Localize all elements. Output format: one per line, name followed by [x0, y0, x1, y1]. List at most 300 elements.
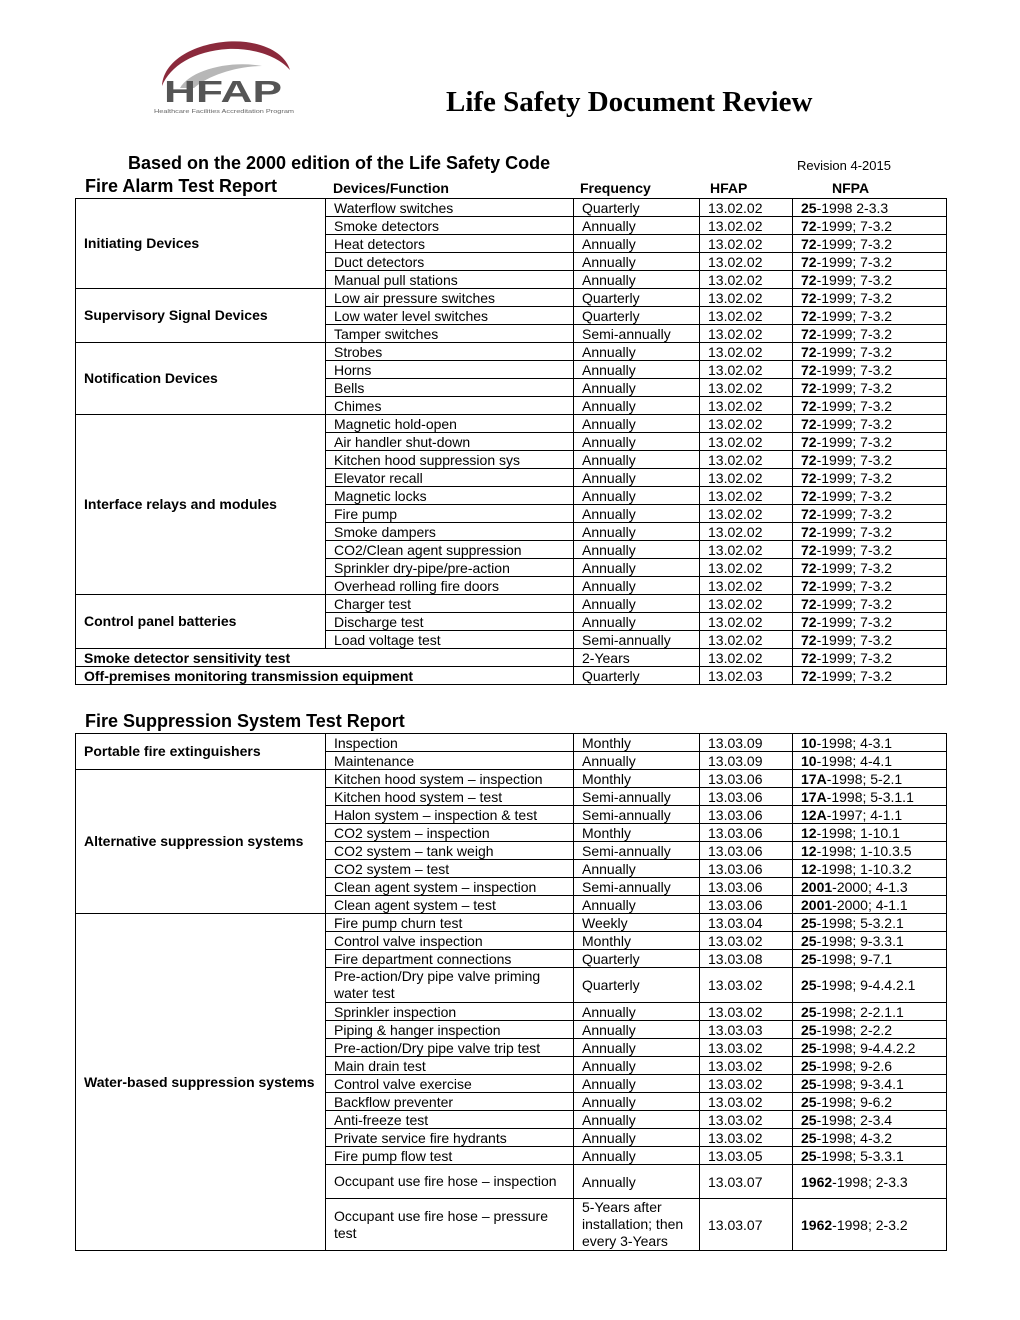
hfap-standard: 13.03.06 — [700, 878, 793, 896]
frequency: Annually — [574, 1039, 700, 1057]
device-function: Kitchen hood suppression sys — [326, 451, 574, 469]
hfap-standard: 13.02.02 — [700, 361, 793, 379]
nfpa-reference — [793, 217, 947, 235]
device-function: Private service fire hydrants — [326, 1129, 574, 1147]
nfpa-code: 25 — [801, 1111, 817, 1128]
hfap-standard: 13.03.07 — [700, 1199, 793, 1251]
hfap-standard: 13.02.02 — [700, 343, 793, 361]
column-header-devices: Devices/Function — [333, 180, 449, 196]
nfpa-reference — [793, 734, 947, 752]
device-function: Piping & hanger inspection — [326, 1021, 574, 1039]
frequency: Annually — [574, 595, 700, 613]
nfpa-edition-section: -1999; 7-3.2 — [816, 271, 893, 288]
nfpa-code: 72 — [801, 613, 817, 630]
nfpa-code: 25 — [801, 1003, 817, 1020]
nfpa-code: 25 — [801, 199, 817, 216]
nfpa-reference — [793, 788, 947, 806]
nfpa-code: 1962 — [801, 1216, 833, 1233]
device-function: Tamper switches — [326, 325, 574, 343]
device-function: Magnetic hold-open — [326, 415, 574, 433]
device-function: Overhead rolling fire doors — [326, 577, 574, 595]
nfpa-edition-section: -1999; 7-3.2 — [816, 613, 893, 630]
nfpa-edition-section: -1998; 9-3.4.1 — [816, 1075, 904, 1092]
device-function: CO2 system – tank weigh — [326, 842, 574, 860]
nfpa-reference — [793, 1075, 947, 1093]
nfpa-edition-section: -1999; 7-3.2 — [816, 235, 893, 252]
device-function: Charger test — [326, 595, 574, 613]
nfpa-code: 25 — [801, 932, 817, 949]
hfap-standard: 13.03.06 — [700, 842, 793, 860]
nfpa-edition-section: -1998; 9-2.6 — [816, 1057, 893, 1074]
hfap-standard: 13.03.08 — [700, 950, 793, 968]
device-function: Low water level switches — [326, 307, 574, 325]
hfap-standard: 13.03.02 — [700, 1129, 793, 1147]
device-function: Occupant use fire hose – inspection — [326, 1165, 574, 1199]
nfpa-code: 72 — [801, 289, 817, 306]
hfap-standard: 13.03.04 — [700, 914, 793, 932]
test-label: Smoke detector sensitivity test — [76, 649, 574, 667]
device-function: Low air pressure switches — [326, 289, 574, 307]
frequency: Annually — [574, 415, 700, 433]
device-function: Sprinkler inspection — [326, 1003, 574, 1021]
frequency: Annually — [574, 1075, 700, 1093]
nfpa-code: 72 — [801, 505, 817, 522]
nfpa-reference — [793, 649, 947, 667]
fire-suppression-table — [75, 733, 947, 1251]
nfpa-edition-section: -1999; 7-3.2 — [816, 253, 893, 270]
nfpa-reference — [793, 752, 947, 770]
device-function: Air handler shut-down — [326, 433, 574, 451]
table-row — [76, 595, 947, 613]
nfpa-code: 25 — [801, 1093, 817, 1110]
frequency: Semi-annually — [574, 788, 700, 806]
nfpa-edition-section: -1998; 5-3.3.1 — [816, 1147, 904, 1164]
nfpa-code: 17A — [801, 770, 827, 787]
nfpa-edition-section: -1998; 1-10.1 — [816, 824, 900, 841]
hfap-standard: 13.02.02 — [700, 469, 793, 487]
device-function: Inspection — [326, 734, 574, 752]
nfpa-edition-section: -1999; 7-3.2 — [816, 469, 893, 486]
nfpa-code: 25 — [801, 1075, 817, 1092]
hfap-standard: 13.02.02 — [700, 613, 793, 631]
nfpa-reference — [793, 914, 947, 932]
frequency: Semi-annually — [574, 806, 700, 824]
nfpa-edition-section: -1998; 4-4.1 — [816, 752, 893, 769]
frequency: Annually — [574, 541, 700, 559]
device-function: Waterflow switches — [326, 199, 574, 217]
nfpa-code: 1962 — [801, 1173, 833, 1190]
hfap-standard: 13.02.02 — [700, 217, 793, 235]
hfap-standard: 13.02.02 — [700, 541, 793, 559]
frequency: Monthly — [574, 824, 700, 842]
nfpa-code: 72 — [801, 271, 817, 288]
hfap-standard: 13.03.09 — [700, 734, 793, 752]
nfpa-edition-section: -1998; 1-10.3.5 — [816, 842, 912, 859]
frequency: Semi-annually — [574, 878, 700, 896]
frequency: Annually — [574, 433, 700, 451]
nfpa-code: 25 — [801, 1021, 817, 1038]
hfap-logo — [150, 36, 298, 122]
hfap-standard: 13.03.02 — [700, 932, 793, 950]
nfpa-reference — [793, 1057, 947, 1075]
nfpa-code: 72 — [801, 451, 817, 468]
hfap-standard: 13.02.02 — [700, 199, 793, 217]
nfpa-reference — [793, 932, 947, 950]
nfpa-code: 12A — [801, 806, 827, 823]
device-function: Pre-action/Dry pipe valve priming water test — [326, 968, 574, 1003]
hfap-standard: 13.03.02 — [700, 1093, 793, 1111]
table-row — [76, 914, 947, 932]
nfpa-reference — [793, 824, 947, 842]
nfpa-reference — [793, 1039, 947, 1057]
frequency: Monthly — [574, 734, 700, 752]
frequency: Annually — [574, 860, 700, 878]
nfpa-reference — [793, 307, 947, 325]
frequency: Annually — [574, 253, 700, 271]
hfap-standard: 13.02.02 — [700, 307, 793, 325]
nfpa-edition-section: -1999; 7-3.2 — [816, 415, 893, 432]
nfpa-code: 10 — [801, 752, 817, 769]
hfap-standard: 13.03.02 — [700, 968, 793, 1003]
hfap-standard: 13.03.03 — [700, 1021, 793, 1039]
frequency: Semi-annually — [574, 842, 700, 860]
frequency: Annually — [574, 1021, 700, 1039]
nfpa-code: 72 — [801, 559, 817, 576]
frequency: Annually — [574, 1093, 700, 1111]
nfpa-edition-section: -1999; 7-3.2 — [816, 577, 893, 594]
nfpa-reference — [793, 896, 947, 914]
frequency: Annually — [574, 752, 700, 770]
nfpa-code: 72 — [801, 487, 817, 504]
hfap-standard: 13.03.06 — [700, 788, 793, 806]
nfpa-reference — [793, 1129, 947, 1147]
nfpa-reference — [793, 523, 947, 541]
hfap-standard: 13.03.06 — [700, 860, 793, 878]
nfpa-code: 72 — [801, 235, 817, 252]
frequency: Annually — [574, 577, 700, 595]
hfap-standard: 13.02.02 — [700, 325, 793, 343]
hfap-standard: 13.02.03 — [700, 667, 793, 685]
nfpa-edition-section: -1998; 2-3.3 — [832, 1173, 908, 1190]
column-header-nfpa: NFPA — [832, 180, 870, 196]
hfap-standard: 13.02.02 — [700, 523, 793, 541]
nfpa-code: 2001 — [801, 878, 833, 895]
frequency: Weekly — [574, 914, 700, 932]
device-function: Strobes — [326, 343, 574, 361]
frequency: Annually — [574, 1129, 700, 1147]
device-function: Control valve inspection — [326, 932, 574, 950]
nfpa-reference — [793, 199, 947, 217]
nfpa-edition-section: -1999; 7-3.2 — [816, 379, 893, 396]
device-function: Manual pull stations — [326, 271, 574, 289]
nfpa-code: 72 — [801, 361, 817, 378]
device-function: Occupant use fire hose – pressure test — [326, 1199, 574, 1251]
nfpa-code: 17A — [801, 788, 827, 805]
device-function: Discharge test — [326, 613, 574, 631]
hfap-standard: 13.03.07 — [700, 1165, 793, 1199]
nfpa-edition-section: -1999; 7-3.2 — [816, 307, 893, 324]
frequency: Annually — [574, 451, 700, 469]
hfap-standard: 13.03.02 — [700, 1075, 793, 1093]
nfpa-reference — [793, 1111, 947, 1129]
group-label: Portable fire extinguishers — [76, 734, 326, 770]
nfpa-reference — [793, 878, 947, 896]
frequency: Quarterly — [574, 289, 700, 307]
nfpa-edition-section: -1998; 2-3.2 — [832, 1216, 908, 1233]
hfap-standard: 13.03.02 — [700, 1003, 793, 1021]
nfpa-edition-section: -2000; 4-1.3 — [832, 878, 908, 895]
frequency: 2-Years — [574, 649, 700, 667]
nfpa-edition-section: -1998; 9-7.1 — [816, 950, 893, 967]
frequency: Annually — [574, 896, 700, 914]
frequency: Annually — [574, 505, 700, 523]
nfpa-edition-section: -1999; 7-3.2 — [816, 361, 893, 378]
nfpa-edition-section: -1998; 9-4.4.2.2 — [816, 1039, 916, 1056]
frequency: Quarterly — [574, 667, 700, 685]
nfpa-reference — [793, 361, 947, 379]
nfpa-reference — [793, 415, 947, 433]
nfpa-edition-section: -1999; 7-3.2 — [816, 595, 893, 612]
device-function: Horns — [326, 361, 574, 379]
nfpa-reference — [793, 950, 947, 968]
nfpa-code: 2001 — [801, 896, 833, 913]
frequency: Annually — [574, 1165, 700, 1199]
device-function: Fire pump churn test — [326, 914, 574, 932]
frequency: Annually — [574, 217, 700, 235]
device-function: Chimes — [326, 397, 574, 415]
nfpa-reference — [793, 379, 947, 397]
nfpa-edition-section: -1998; 2-2.2 — [816, 1021, 893, 1038]
nfpa-code: 25 — [801, 950, 817, 967]
group-label: Water-based suppression systems — [76, 914, 326, 1251]
hfap-standard: 13.02.02 — [700, 487, 793, 505]
device-function: Clean agent system – test — [326, 896, 574, 914]
frequency: Annually — [574, 1057, 700, 1075]
frequency: Annually — [574, 613, 700, 631]
nfpa-reference — [793, 613, 947, 631]
nfpa-reference — [793, 631, 947, 649]
column-header-frequency: Frequency — [580, 180, 651, 196]
frequency: 5-Years after installation; then every 3-Years — [574, 1199, 700, 1251]
hfap-standard: 13.03.02 — [700, 1057, 793, 1075]
nfpa-code: 12 — [801, 860, 817, 877]
group-label: Initiating Devices — [76, 199, 326, 289]
nfpa-code: 72 — [801, 217, 817, 234]
nfpa-edition-section: -1998; 4-3.1 — [816, 734, 893, 751]
nfpa-edition-section: -1998; 9-3.3.1 — [816, 932, 904, 949]
hfap-standard: 13.03.06 — [700, 806, 793, 824]
nfpa-reference — [793, 595, 947, 613]
hfap-standard: 13.03.09 — [700, 752, 793, 770]
nfpa-reference — [793, 325, 947, 343]
nfpa-edition-section: -1999; 7-3.2 — [816, 217, 893, 234]
nfpa-edition-section: -2000; 4-1.1 — [832, 896, 908, 913]
device-function: Clean agent system – inspection — [326, 878, 574, 896]
frequency: Annually — [574, 271, 700, 289]
nfpa-code: 25 — [801, 914, 817, 931]
test-label: Off-premises monitoring transmission equipment — [76, 667, 574, 685]
frequency: Annually — [574, 469, 700, 487]
nfpa-code: 25 — [801, 1039, 817, 1056]
frequency: Annually — [574, 1111, 700, 1129]
revision-label: Revision 4-2015 — [797, 158, 891, 173]
nfpa-code: 72 — [801, 595, 817, 612]
device-function: CO2/Clean agent suppression — [326, 541, 574, 559]
frequency: Annually — [574, 487, 700, 505]
nfpa-edition-section: -1998; 9-4.4.2.1 — [816, 977, 916, 993]
nfpa-code: 12 — [801, 842, 817, 859]
device-function: Kitchen hood system – inspection — [326, 770, 574, 788]
frequency: Annually — [574, 1147, 700, 1165]
hfap-standard: 13.03.06 — [700, 824, 793, 842]
device-function: Elevator recall — [326, 469, 574, 487]
device-function: Maintenance — [326, 752, 574, 770]
nfpa-code: 72 — [801, 649, 817, 666]
nfpa-edition-section: -1998; 4-3.2 — [816, 1129, 893, 1146]
hfap-standard: 13.02.02 — [700, 577, 793, 595]
nfpa-edition-section: -1999; 7-3.2 — [816, 541, 893, 558]
device-function: Smoke detectors — [326, 217, 574, 235]
nfpa-code: 72 — [801, 307, 817, 324]
nfpa-edition-section: -1998; 2-2.1.1 — [816, 1003, 904, 1020]
frequency: Annually — [574, 235, 700, 253]
nfpa-reference — [793, 1147, 947, 1165]
nfpa-reference — [793, 289, 947, 307]
hfap-standard: 13.03.06 — [700, 770, 793, 788]
group-label: Interface relays and modules — [76, 415, 326, 595]
fire-suppression-title: Fire Suppression System Test Report — [85, 711, 405, 731]
nfpa-code: 72 — [801, 325, 817, 342]
frequency: Annually — [574, 343, 700, 361]
nfpa-reference — [793, 451, 947, 469]
frequency: Quarterly — [574, 950, 700, 968]
group-label: Supervisory Signal Devices — [76, 289, 326, 343]
device-function: Heat detectors — [326, 235, 574, 253]
nfpa-reference — [793, 559, 947, 577]
hfap-standard: 13.02.02 — [700, 595, 793, 613]
nfpa-code: 25 — [801, 1147, 817, 1164]
nfpa-code: 72 — [801, 415, 817, 432]
fire-alarm-title: Fire Alarm Test Report — [85, 176, 278, 196]
table-row — [76, 199, 947, 217]
nfpa-reference — [793, 1021, 947, 1039]
nfpa-reference — [793, 253, 947, 271]
table-row — [76, 649, 947, 667]
frequency: Quarterly — [574, 199, 700, 217]
nfpa-code: 72 — [801, 577, 817, 594]
nfpa-reference — [793, 1199, 947, 1251]
nfpa-reference — [793, 842, 947, 860]
nfpa-code: 72 — [801, 523, 817, 540]
hfap-standard: 13.02.02 — [700, 451, 793, 469]
nfpa-reference — [793, 1165, 947, 1199]
nfpa-edition-section: -1997; 4-1.1 — [826, 806, 903, 823]
table-row — [76, 415, 947, 433]
frequency: Quarterly — [574, 307, 700, 325]
nfpa-code: 72 — [801, 631, 817, 648]
nfpa-code: 25 — [801, 1057, 817, 1074]
hfap-standard: 13.02.02 — [700, 505, 793, 523]
device-function: Duct detectors — [326, 253, 574, 271]
nfpa-edition-section: -1999; 7-3.2 — [816, 289, 893, 306]
hfap-standard: 13.02.02 — [700, 271, 793, 289]
device-function: Load voltage test — [326, 631, 574, 649]
nfpa-code: 72 — [801, 397, 817, 414]
nfpa-edition-section: -1999; 7-3.2 — [816, 487, 893, 504]
nfpa-edition-section: -1999; 7-3.2 — [816, 559, 893, 576]
nfpa-reference — [793, 433, 947, 451]
device-function: Sprinkler dry-pipe/pre-action — [326, 559, 574, 577]
device-function: Pre-action/Dry pipe valve trip test — [326, 1039, 574, 1057]
nfpa-code: 72 — [801, 667, 817, 684]
nfpa-edition-section: -1999; 7-3.2 — [816, 505, 893, 522]
device-function: Halon system – inspection & test — [326, 806, 574, 824]
hfap-standard: 13.02.02 — [700, 631, 793, 649]
device-function: Bells — [326, 379, 574, 397]
logo-wordmark: HFAP — [164, 74, 282, 109]
nfpa-reference — [793, 397, 947, 415]
nfpa-edition-section: -1998; 1-10.3.2 — [816, 860, 912, 877]
hfap-standard: 13.03.02 — [700, 1111, 793, 1129]
nfpa-edition-section: -1998; 5-3.1.1 — [826, 788, 914, 805]
frequency: Monthly — [574, 932, 700, 950]
device-function: CO2 system – inspection — [326, 824, 574, 842]
nfpa-edition-section: -1999; 7-3.2 — [816, 523, 893, 540]
table-row — [76, 770, 947, 788]
frequency: Annually — [574, 1003, 700, 1021]
frequency: Annually — [574, 361, 700, 379]
hfap-standard: 13.02.02 — [700, 415, 793, 433]
frequency: Monthly — [574, 770, 700, 788]
nfpa-edition-section: -1999; 7-3.2 — [816, 397, 893, 414]
nfpa-reference — [793, 770, 947, 788]
nfpa-reference — [793, 577, 947, 595]
nfpa-reference — [793, 667, 947, 685]
nfpa-edition-section: -1998 2-3.3 — [816, 199, 889, 216]
frequency: Quarterly — [574, 968, 700, 1003]
table-row — [76, 289, 947, 307]
nfpa-reference — [793, 343, 947, 361]
group-label: Alternative suppression systems — [76, 770, 326, 914]
nfpa-code: 72 — [801, 379, 817, 396]
nfpa-edition-section: -1998; 9-6.2 — [816, 1093, 893, 1110]
frequency: Annually — [574, 397, 700, 415]
nfpa-reference — [793, 505, 947, 523]
frequency: Semi-annually — [574, 325, 700, 343]
nfpa-code: 72 — [801, 433, 817, 450]
nfpa-edition-section: -1998; 5-2.1 — [826, 770, 903, 787]
hfap-standard: 13.03.06 — [700, 896, 793, 914]
table-row — [76, 734, 947, 752]
nfpa-reference — [793, 860, 947, 878]
nfpa-code: 25 — [801, 977, 817, 993]
nfpa-edition-section: -1999; 7-3.2 — [816, 631, 893, 648]
hfap-standard: 13.03.02 — [700, 1039, 793, 1057]
logo-tagline: Healthcare Facilities Accreditation Program — [154, 109, 295, 115]
hfap-standard: 13.02.02 — [700, 289, 793, 307]
nfpa-edition-section: -1999; 7-3.2 — [816, 343, 893, 360]
hfap-standard: 13.02.02 — [700, 253, 793, 271]
nfpa-edition-section: -1998; 2-3.4 — [816, 1111, 893, 1128]
nfpa-code: 72 — [801, 469, 817, 486]
frequency: Annually — [574, 379, 700, 397]
hfap-standard: 13.02.02 — [700, 433, 793, 451]
nfpa-edition-section: -1999; 7-3.2 — [816, 451, 893, 468]
nfpa-edition-section: -1998; 5-3.2.1 — [816, 914, 904, 931]
nfpa-reference — [793, 1093, 947, 1111]
frequency: Annually — [574, 559, 700, 577]
document-subtitle: Based on the 2000 edition of the Life Safety Code — [128, 153, 551, 173]
